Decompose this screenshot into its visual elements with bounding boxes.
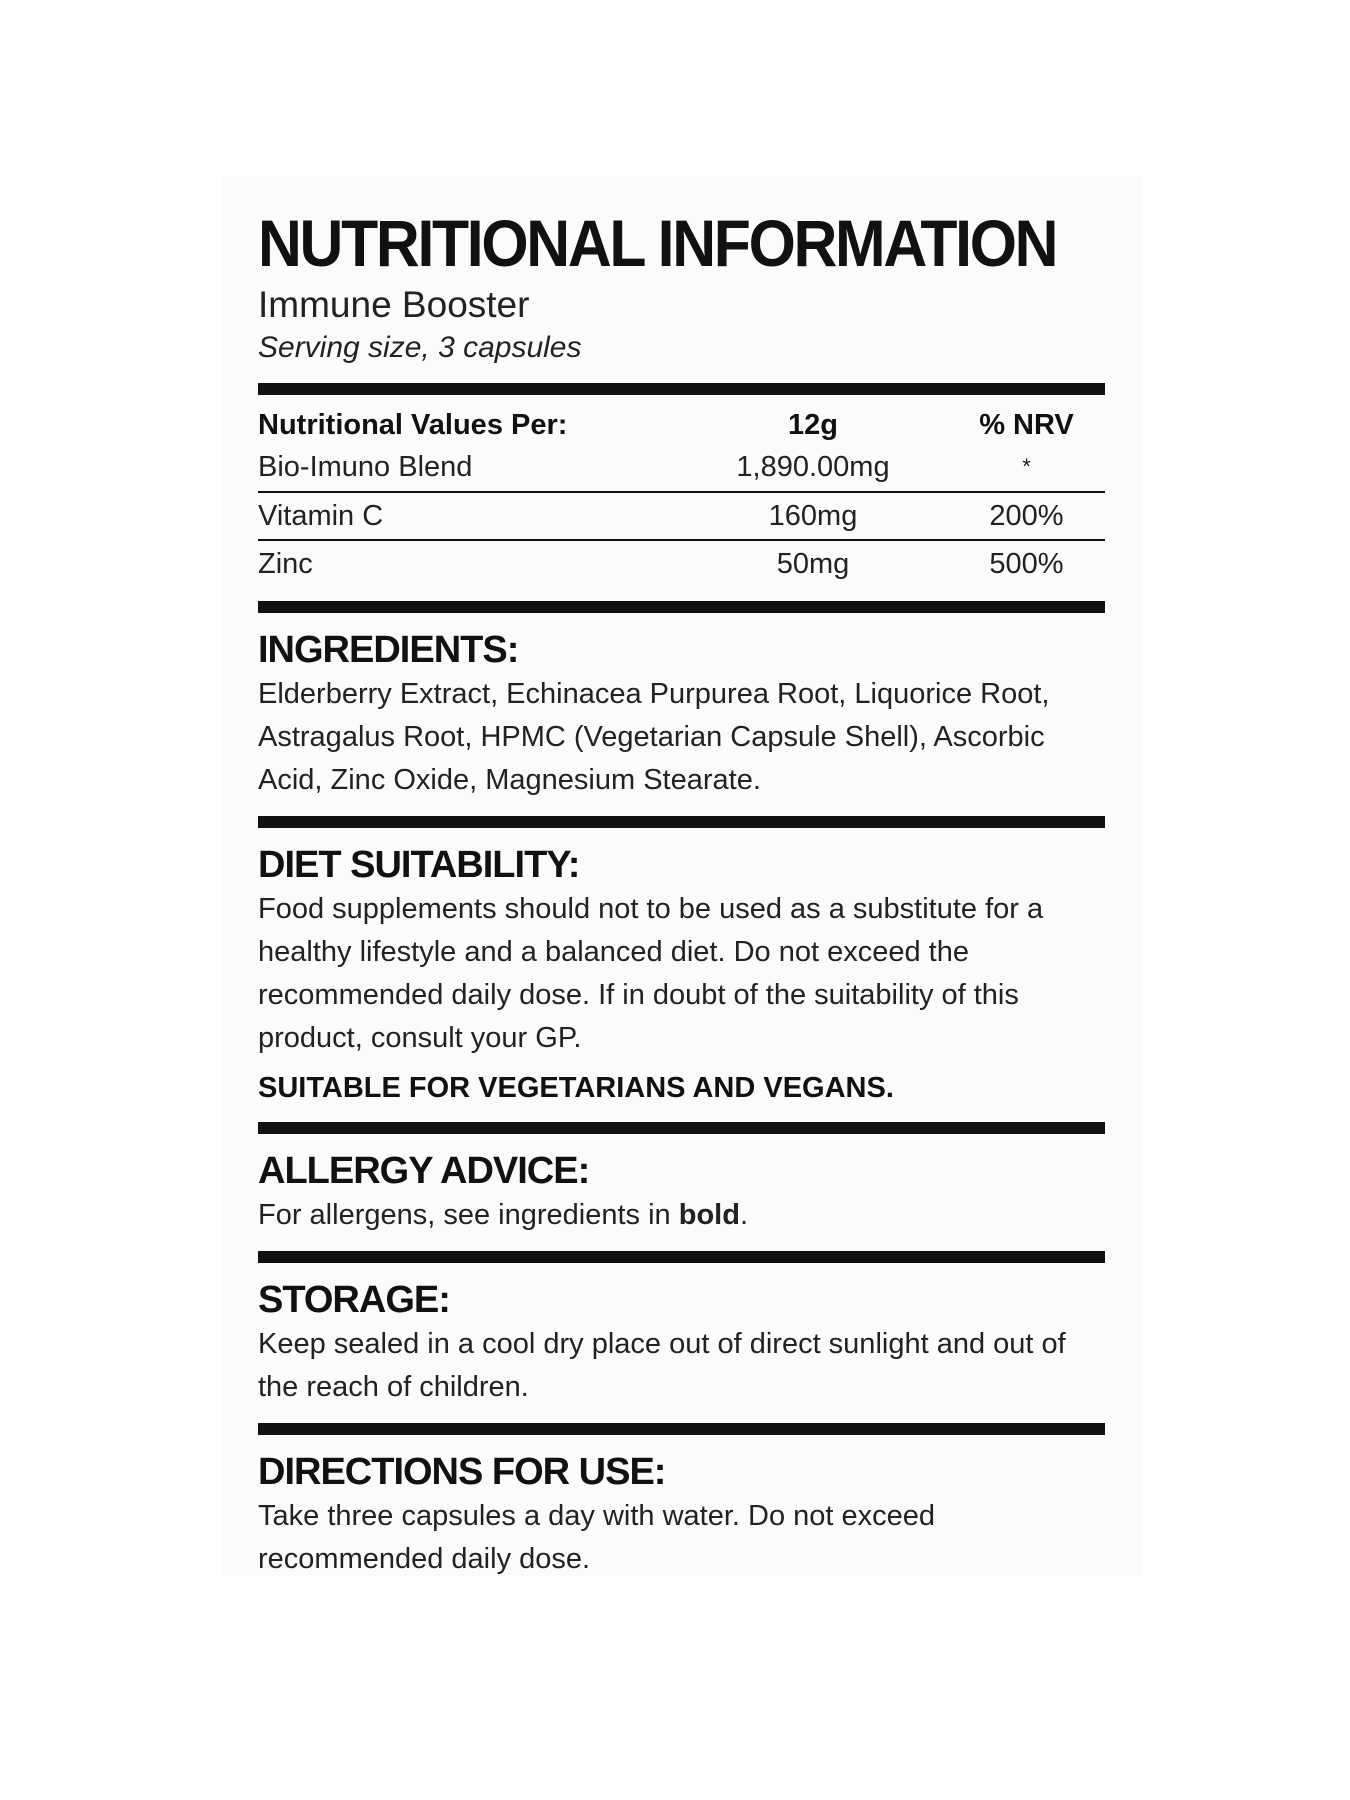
table-row <box>258 493 1105 539</box>
row-amount: 160mg <box>768 499 858 532</box>
nutrition-table <box>258 403 1105 587</box>
divider-bar <box>258 383 1105 395</box>
allergy-text <box>258 1194 1105 1237</box>
row-amount: 50mg <box>776 547 850 580</box>
storage-heading: STORAGE: <box>258 1279 450 1321</box>
divider-bar <box>258 1122 1105 1134</box>
row-nutrient: Vitamin C <box>258 499 384 532</box>
divider-bar <box>258 1251 1105 1263</box>
vegan-note: SUITABLE FOR VEGETARIANS AND VEGANS. <box>258 1072 894 1104</box>
row-nrv: 200% <box>989 499 1064 532</box>
header-nutritional-values: Nutritional Values Per: <box>258 408 568 441</box>
product-name: Immune Booster <box>258 284 530 325</box>
row-nrv: * <box>1022 454 1031 479</box>
table-row <box>258 541 1105 587</box>
allergy-bold-word: bold <box>678 1199 740 1231</box>
table-header-row <box>258 403 1105 447</box>
nutrition-label <box>258 205 1105 1581</box>
serving-size: Serving size, 3 capsules <box>258 331 582 364</box>
allergy-text-start: For allergens, see ingredients in <box>258 1199 679 1231</box>
allergy-heading: ALLERGY ADVICE: <box>258 1150 590 1192</box>
ingredients-text: Elderberry Extract, Echinacea Purpurea Root, Liquorice Root, Astragalus Root, HPMC (Vegetarian Capsule Shell), Ascorbic Acid, Zinc Oxide, Magnesium Stearate. <box>258 678 1050 796</box>
allergy-text-end: . <box>739 1199 748 1231</box>
directions-heading: DIRECTIONS FOR USE: <box>258 1451 666 1493</box>
header-nrv: % NRV <box>979 408 1074 441</box>
ingredients-heading: INGREDIENTS: <box>258 629 519 671</box>
label-title: NUTRITIONAL INFORMATION <box>258 206 1057 280</box>
row-nrv: 500% <box>989 547 1064 580</box>
row-amount: 1,890.00mg <box>736 450 890 483</box>
diet-text: Food supplements should not to be used as a substitute for a healthy lifestyle and a balanced diet. Do not exceed the recommended daily dose. If in doubt of the suitability of this product, consult your GP. <box>258 893 1044 1054</box>
table-row <box>258 447 1105 487</box>
row-nutrient: Zinc <box>258 547 313 580</box>
divider-bar <box>258 816 1105 828</box>
directions-text: Take three capsules a day with water. Do not exceed recommended daily dose. <box>258 1500 936 1575</box>
storage-text: Keep sealed in a cool dry place out of direct sunlight and out of the reach of children. <box>258 1328 1066 1403</box>
row-nutrient: Bio-Imuno Blend <box>258 450 473 483</box>
diet-heading: DIET SUITABILITY: <box>258 844 580 886</box>
divider-bar <box>258 1423 1105 1435</box>
header-amount: 12g <box>788 408 838 441</box>
divider-bar <box>258 601 1105 613</box>
